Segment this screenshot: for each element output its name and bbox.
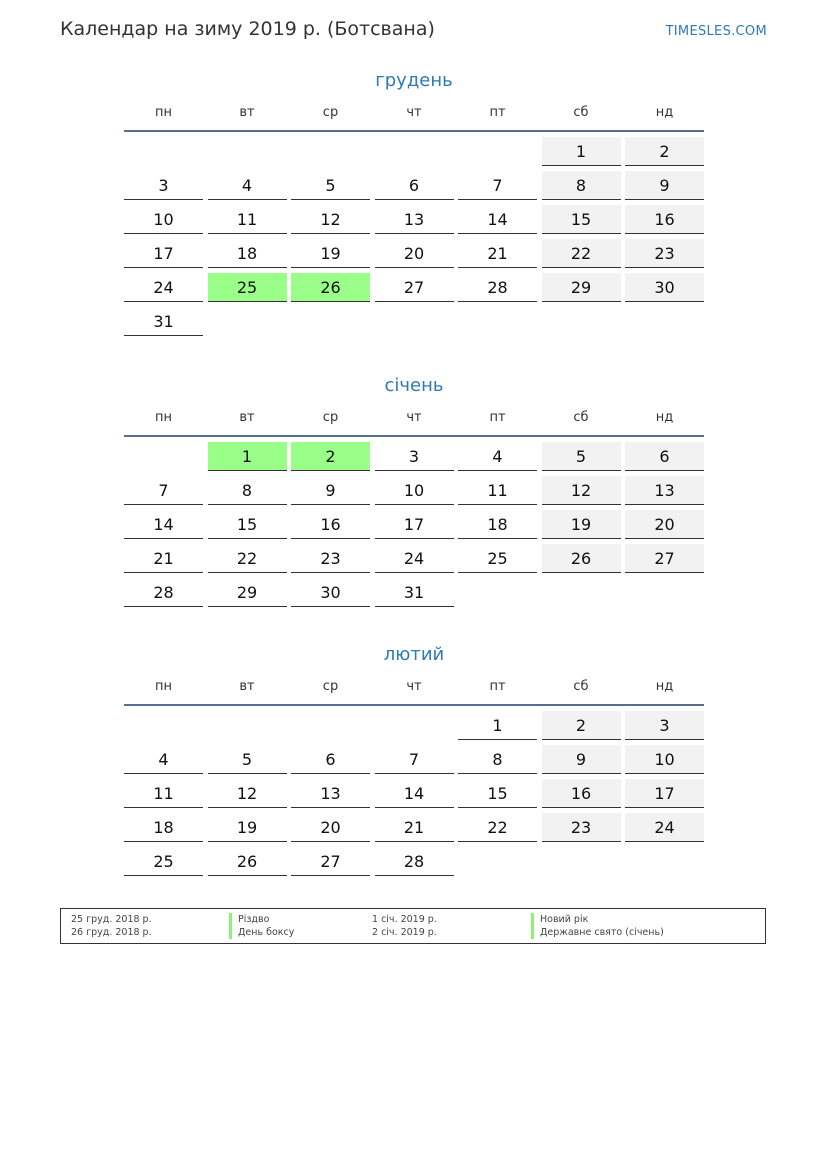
- day-cell: 27: [625, 544, 704, 573]
- day-cell: 17: [625, 779, 704, 808]
- empty-cell: [208, 307, 287, 336]
- empty-cell: [625, 847, 704, 876]
- day-cell: 28: [375, 847, 454, 876]
- day-cell: 31: [124, 307, 203, 336]
- day-cell: 23: [542, 813, 621, 842]
- day-cell: 22: [208, 544, 287, 573]
- day-cell: 11: [208, 205, 287, 234]
- day-cell: 24: [124, 273, 203, 302]
- day-cell: 24: [375, 544, 454, 573]
- weekday-header: [124, 104, 704, 132]
- day-cell: 30: [291, 578, 370, 607]
- weekday-label: сб: [573, 105, 589, 120]
- day-cell: 12: [208, 779, 287, 808]
- empty-cell: [542, 847, 621, 876]
- day-cell: 12: [291, 205, 370, 234]
- day-cell: 19: [291, 239, 370, 268]
- day-cell: 2: [542, 711, 621, 740]
- empty-cell: [124, 442, 203, 471]
- day-cell: 8: [458, 745, 537, 774]
- empty-cell: [375, 711, 454, 740]
- weekday-label: пн: [155, 679, 172, 694]
- day-cell: 10: [375, 476, 454, 505]
- day-cell: 20: [291, 813, 370, 842]
- empty-cell: [375, 137, 454, 166]
- weekday-label: пт: [489, 105, 506, 120]
- legend-holiday-name: Різдво: [229, 913, 269, 926]
- day-cell: 30: [625, 273, 704, 302]
- day-cell: 13: [625, 476, 704, 505]
- day-cell: 16: [291, 510, 370, 539]
- day-cell: 6: [625, 442, 704, 471]
- weekday-label: нд: [655, 410, 674, 425]
- day-cell: 7: [458, 171, 537, 200]
- month-january: [124, 373, 704, 607]
- weekday-label: сб: [573, 679, 589, 694]
- weekday-label: чт: [406, 410, 422, 425]
- day-cell: 22: [542, 239, 621, 268]
- day-cell: 9: [542, 745, 621, 774]
- day-cell: 26: [291, 273, 370, 302]
- weekday-label: пт: [489, 410, 506, 425]
- day-cell: 19: [208, 813, 287, 842]
- day-cell: 29: [208, 578, 287, 607]
- day-cell: 23: [291, 544, 370, 573]
- day-cell: 29: [542, 273, 621, 302]
- day-cell: 7: [124, 476, 203, 505]
- holiday-legend: [60, 908, 766, 944]
- day-cell: 25: [124, 847, 203, 876]
- day-cell: 4: [208, 171, 287, 200]
- empty-cell: [291, 711, 370, 740]
- weekday-label: ср: [322, 410, 339, 425]
- legend-holiday-name: Державне свято (січень): [531, 926, 664, 939]
- month-title: грудень: [375, 70, 453, 91]
- legend-date: 1 січ. 2019 р.: [372, 914, 437, 925]
- day-cell: 15: [542, 205, 621, 234]
- weekday-header: [124, 678, 704, 706]
- weekday-label: чт: [406, 679, 422, 694]
- empty-cell: [542, 307, 621, 336]
- page-title: Календар на зиму 2019 р. (Ботсвана): [60, 18, 435, 40]
- day-cell: 18: [124, 813, 203, 842]
- day-cell: 21: [458, 239, 537, 268]
- day-cell: 21: [375, 813, 454, 842]
- day-cell: 20: [375, 239, 454, 268]
- day-cell: 23: [625, 239, 704, 268]
- empty-cell: [458, 307, 537, 336]
- day-cell: 4: [458, 442, 537, 471]
- empty-cell: [458, 137, 537, 166]
- legend-date: 2 січ. 2019 р.: [372, 927, 437, 938]
- day-cell: 6: [375, 171, 454, 200]
- day-cell: 19: [542, 510, 621, 539]
- day-cell: 22: [458, 813, 537, 842]
- day-cell: 8: [542, 171, 621, 200]
- day-cell: 1: [542, 137, 621, 166]
- day-cell: 11: [458, 476, 537, 505]
- weekday-label: вт: [239, 105, 255, 120]
- legend-row: [61, 926, 765, 939]
- day-cell: 8: [208, 476, 287, 505]
- empty-cell: [124, 137, 203, 166]
- legend-date: 26 груд. 2018 р.: [71, 927, 152, 938]
- day-cell: 27: [291, 847, 370, 876]
- weekday-label: нд: [655, 105, 674, 120]
- day-cell: 15: [458, 779, 537, 808]
- day-cell: 7: [375, 745, 454, 774]
- month-title: січень: [384, 375, 444, 396]
- empty-cell: [458, 578, 537, 607]
- day-cell: 10: [625, 745, 704, 774]
- weekday-header: [124, 409, 704, 437]
- day-cell: 5: [291, 171, 370, 200]
- weekday-label: сб: [573, 410, 589, 425]
- day-cell: 11: [124, 779, 203, 808]
- day-cell: 10: [124, 205, 203, 234]
- empty-cell: [124, 711, 203, 740]
- day-cell: 3: [375, 442, 454, 471]
- weekday-label: нд: [655, 679, 674, 694]
- day-cell: 13: [291, 779, 370, 808]
- day-grid: [124, 711, 704, 876]
- day-cell: 4: [124, 745, 203, 774]
- empty-cell: [458, 847, 537, 876]
- empty-cell: [542, 578, 621, 607]
- day-cell: 12: [542, 476, 621, 505]
- day-cell: 14: [124, 510, 203, 539]
- empty-cell: [291, 137, 370, 166]
- weekday-label: ср: [322, 679, 339, 694]
- empty-cell: [625, 307, 704, 336]
- day-cell: 17: [375, 510, 454, 539]
- day-cell: 3: [124, 171, 203, 200]
- day-cell: 5: [542, 442, 621, 471]
- weekday-label: вт: [239, 410, 255, 425]
- day-cell: 9: [291, 476, 370, 505]
- weekday-label: пн: [155, 105, 172, 120]
- weekday-label: пн: [155, 410, 172, 425]
- day-cell: 26: [542, 544, 621, 573]
- day-cell: 16: [542, 779, 621, 808]
- weekday-label: вт: [239, 679, 255, 694]
- empty-cell: [375, 307, 454, 336]
- legend-date: 25 груд. 2018 р.: [71, 914, 152, 925]
- day-cell: 24: [625, 813, 704, 842]
- day-cell: 1: [458, 711, 537, 740]
- day-cell: 5: [208, 745, 287, 774]
- brand-link[interactable]: TIMESLES.COM: [665, 24, 767, 39]
- day-cell: 28: [124, 578, 203, 607]
- legend-holiday-name: День боксу: [229, 926, 294, 939]
- legend-row: [61, 913, 765, 926]
- day-cell: 2: [291, 442, 370, 471]
- day-cell: 20: [625, 510, 704, 539]
- day-cell: 9: [625, 171, 704, 200]
- day-cell: 14: [375, 779, 454, 808]
- day-cell: 21: [124, 544, 203, 573]
- day-cell: 25: [458, 544, 537, 573]
- empty-cell: [625, 578, 704, 607]
- weekday-label: чт: [406, 105, 422, 120]
- day-cell: 1: [208, 442, 287, 471]
- month-february: [124, 642, 704, 876]
- day-grid: [124, 137, 704, 336]
- empty-cell: [208, 137, 287, 166]
- day-cell: 3: [625, 711, 704, 740]
- day-cell: 6: [291, 745, 370, 774]
- month-december: [124, 68, 704, 336]
- empty-cell: [208, 711, 287, 740]
- day-cell: 27: [375, 273, 454, 302]
- day-cell: 2: [625, 137, 704, 166]
- day-cell: 18: [458, 510, 537, 539]
- legend-holiday-name: Новий рік: [531, 913, 588, 926]
- day-grid: [124, 442, 704, 607]
- day-cell: 28: [458, 273, 537, 302]
- day-cell: 13: [375, 205, 454, 234]
- weekday-label: ср: [322, 105, 339, 120]
- day-cell: 15: [208, 510, 287, 539]
- day-cell: 17: [124, 239, 203, 268]
- empty-cell: [291, 307, 370, 336]
- day-cell: 25: [208, 273, 287, 302]
- month-title: лютий: [383, 644, 445, 665]
- day-cell: 31: [375, 578, 454, 607]
- day-cell: 26: [208, 847, 287, 876]
- day-cell: 18: [208, 239, 287, 268]
- day-cell: 16: [625, 205, 704, 234]
- day-cell: 14: [458, 205, 537, 234]
- weekday-label: пт: [489, 679, 506, 694]
